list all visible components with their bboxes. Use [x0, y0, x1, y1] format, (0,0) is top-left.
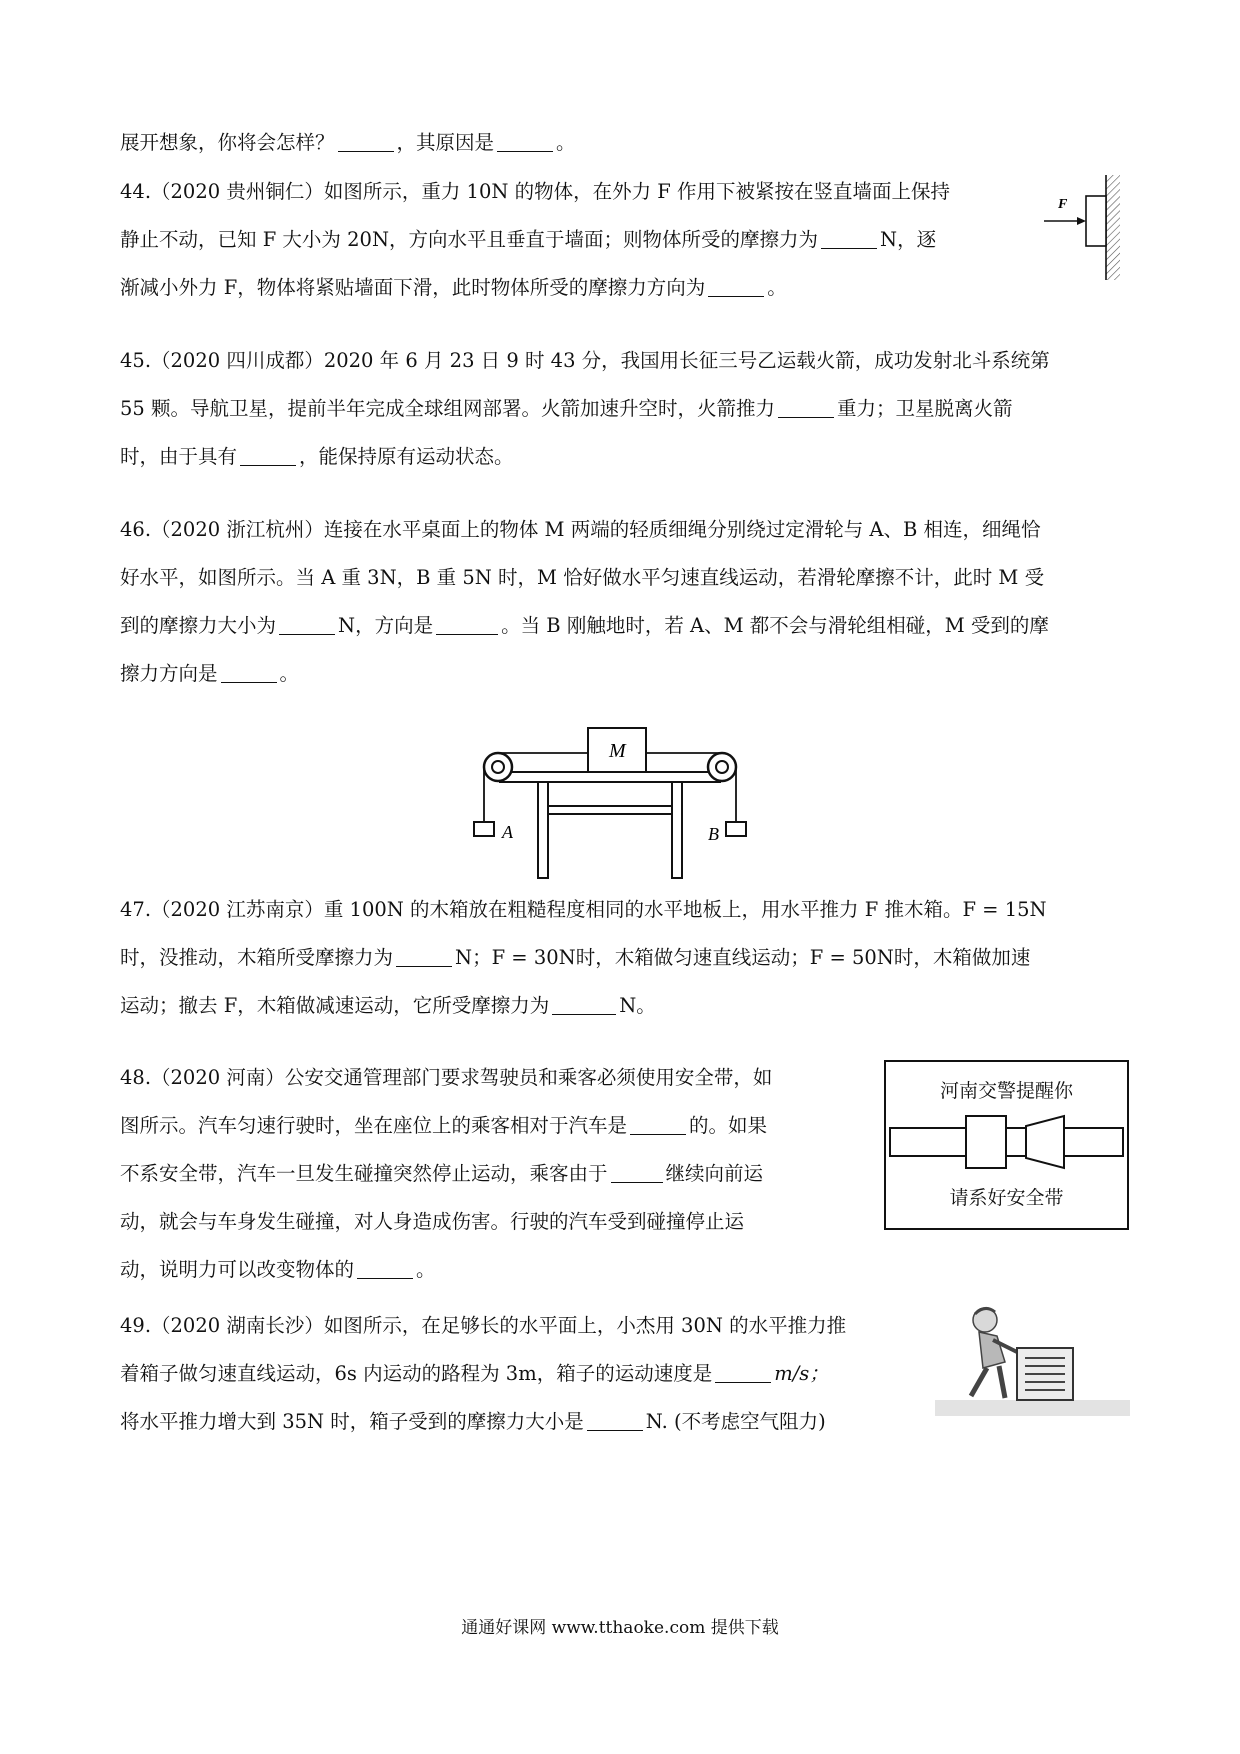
q47-text: N。 [619, 994, 656, 1017]
q44-text: 渐减小外力 F，物体将紧贴墙面下滑，此时物体所受的摩擦力方向为 [120, 276, 706, 299]
ground [935, 1400, 1130, 1416]
q49-boy-pushing-box-figure [935, 1296, 1130, 1421]
answer-blank [821, 228, 877, 249]
q45-text: ，能保持原有运动状态。 [299, 445, 514, 468]
q45-text: 时，由于具有 [120, 445, 238, 468]
q45-line-2 [120, 394, 1013, 424]
answer-blank [708, 276, 764, 297]
q46-line-2: 好水平，如图所示。当 A 重 3N，B 重 5N 时，M 恰好做水平匀速直线运动，若滑轮摩擦不计，此时 M 受 [120, 566, 1045, 589]
answer-blank [552, 994, 616, 1015]
q43-text: 。 [556, 131, 576, 154]
belt-buckle [966, 1116, 1006, 1168]
q49-line-2 [120, 1359, 829, 1389]
q48-text: 继续向前运 [665, 1162, 764, 1185]
q49-text: m/s； [774, 1362, 829, 1385]
q48-line-1: 48.（2020 河南）公安交通管理部门要求驾驶员和乘客必须使用安全带，如 [120, 1066, 773, 1089]
page-footer: 通通好课网 www.tthaoke.com 提供下载 [461, 1618, 779, 1638]
poster-title: 河南交警提醒你 [939, 1080, 1073, 1102]
q47-text: N；F = 30N时，木箱做匀速直线运动；F = 50N时，木箱做加速 [455, 946, 1031, 969]
answer-blank [396, 946, 452, 967]
q46-text: 到的摩擦力大小为 [120, 614, 277, 637]
seatbelt-icon [886, 1100, 1127, 1180]
answer-blank [221, 662, 277, 683]
answer-blank [357, 1258, 413, 1279]
force-label: F [1058, 197, 1068, 212]
q43-text: ，其原因是 [396, 131, 495, 154]
pulley-left-axle [492, 761, 504, 773]
label-b: B [708, 824, 719, 844]
q48-seatbelt-poster [884, 1060, 1129, 1230]
label-a: A [502, 822, 513, 842]
answer-blank [630, 1114, 686, 1135]
q46-line-1: 46.（2020 浙江杭州）连接在水平桌面上的物体 M 两端的轻质细绳分别绕过定滑轮与 A、B 相连，细绳恰 [120, 518, 1041, 541]
q43-text: 展开想象，你将会怎样？ [120, 131, 335, 154]
wall-hatch [1106, 175, 1120, 280]
q49-text: N. (不考虑空气阻力) [645, 1410, 826, 1433]
q46-pulley-figure [470, 720, 760, 880]
q44-wall-figure [1040, 170, 1130, 285]
q48-text: 的。如果 [689, 1114, 768, 1137]
q44-text: N，逐 [880, 228, 937, 251]
belt-latch [1026, 1116, 1064, 1168]
q45-text: 55 颗。导航卫星，提前半年完成全球组网部署。火箭加速升空时，火箭推力 [120, 397, 776, 420]
boy-leg-front [999, 1366, 1005, 1398]
q47-line-3 [120, 991, 656, 1021]
q48-line-4: 动，就会与车身发生碰撞，对人身造成伤害。行驶的汽车受到碰撞停止运 [120, 1210, 745, 1233]
q47-line-1: 47.（2020 江苏南京）重 100N 的木箱放在粗糙程度相同的水平地板上，用水平推力 F 推木箱。F = 15N [120, 898, 1047, 921]
q45-line-1: 45.（2020 四川成都）2020 年 6 月 23 日 9 时 43 分，我国用长征三号乙运载火箭，成功发射北斗系统第 [120, 349, 1050, 372]
q46-line-4 [120, 659, 299, 689]
table-leg-right [672, 782, 682, 878]
weight-a [474, 822, 494, 836]
answer-blank [611, 1162, 663, 1183]
q49-line-1: 49.（2020 湖南长沙）如图所示，在足够长的水平面上，小杰用 30N 的水平推力推 [120, 1314, 847, 1337]
force-arrowhead [1077, 217, 1086, 225]
poster-caption: 请系好安全带 [949, 1187, 1064, 1209]
weight-b [726, 822, 746, 836]
table-crossbar [548, 806, 672, 814]
answer-blank [587, 1410, 643, 1431]
q49-line-3 [120, 1407, 826, 1437]
table-leg-left [538, 782, 548, 878]
answer-blank [778, 397, 834, 418]
answer-blank [436, 614, 498, 635]
q43-continuation [120, 128, 576, 158]
q49-text: 着箱子做匀速直线运动，6s 内运动的路程为 3m，箱子的运动速度是 [120, 1362, 713, 1385]
boy-leg-back [971, 1368, 987, 1396]
q46-text: 。 [279, 662, 300, 685]
q48-text: 图所示。汽车匀速行驶时，坐在座位上的乘客相对于汽车是 [120, 1114, 628, 1137]
q48-text: 。 [416, 1258, 436, 1281]
q45-text: 重力；卫星脱离火箭 [837, 397, 1013, 420]
q44-line-3 [120, 273, 787, 303]
label-m: M [609, 740, 626, 762]
q48-text: 不系安全带，汽车一旦发生碰撞突然停止运动，乘客由于 [120, 1162, 608, 1185]
q48-line-5 [120, 1255, 436, 1285]
q46-text: N，方向是 [338, 614, 434, 637]
q47-text: 时，没推动，木箱所受摩擦力为 [120, 946, 394, 969]
answer-blank [240, 445, 296, 466]
table-top [500, 772, 720, 782]
q45-line-3 [120, 442, 514, 472]
q46-line-3 [120, 611, 1049, 641]
answer-blank [279, 614, 335, 635]
q47-line-2 [120, 943, 1030, 973]
boy-body [979, 1332, 1005, 1368]
q49-text: 将水平推力增大到 35N 时，箱子受到的摩擦力大小是 [120, 1410, 584, 1433]
q46-text: 擦力方向是 [120, 662, 218, 685]
q48-line-3 [120, 1159, 763, 1189]
q48-line-2 [120, 1111, 767, 1141]
q44-text: 静止不动，已知 F 大小为 20N，方向水平且垂直于墙面；则物体所受的摩擦力为 [120, 228, 819, 251]
pulley-right-axle [716, 761, 728, 773]
q44-text: 。 [767, 276, 787, 299]
q46-text: 。当 B 刚触地时，若 A、M 都不会与滑轮组相碰，M 受到的摩 [501, 614, 1049, 637]
q44-line-2 [120, 225, 936, 255]
q47-text: 运动；撤去 F，木箱做减速运动，它所受摩擦力为 [120, 994, 550, 1017]
q44-line-1: 44.（2020 贵州铜仁）如图所示，重力 10N 的物体，在外力 F 作用下被紧按在竖直墙面上保持 [120, 180, 951, 203]
answer-blank [338, 131, 394, 152]
q48-text: 动，说明力可以改变物体的 [120, 1258, 355, 1281]
answer-blank [497, 131, 553, 152]
answer-blank [715, 1362, 771, 1383]
block [1086, 196, 1106, 246]
